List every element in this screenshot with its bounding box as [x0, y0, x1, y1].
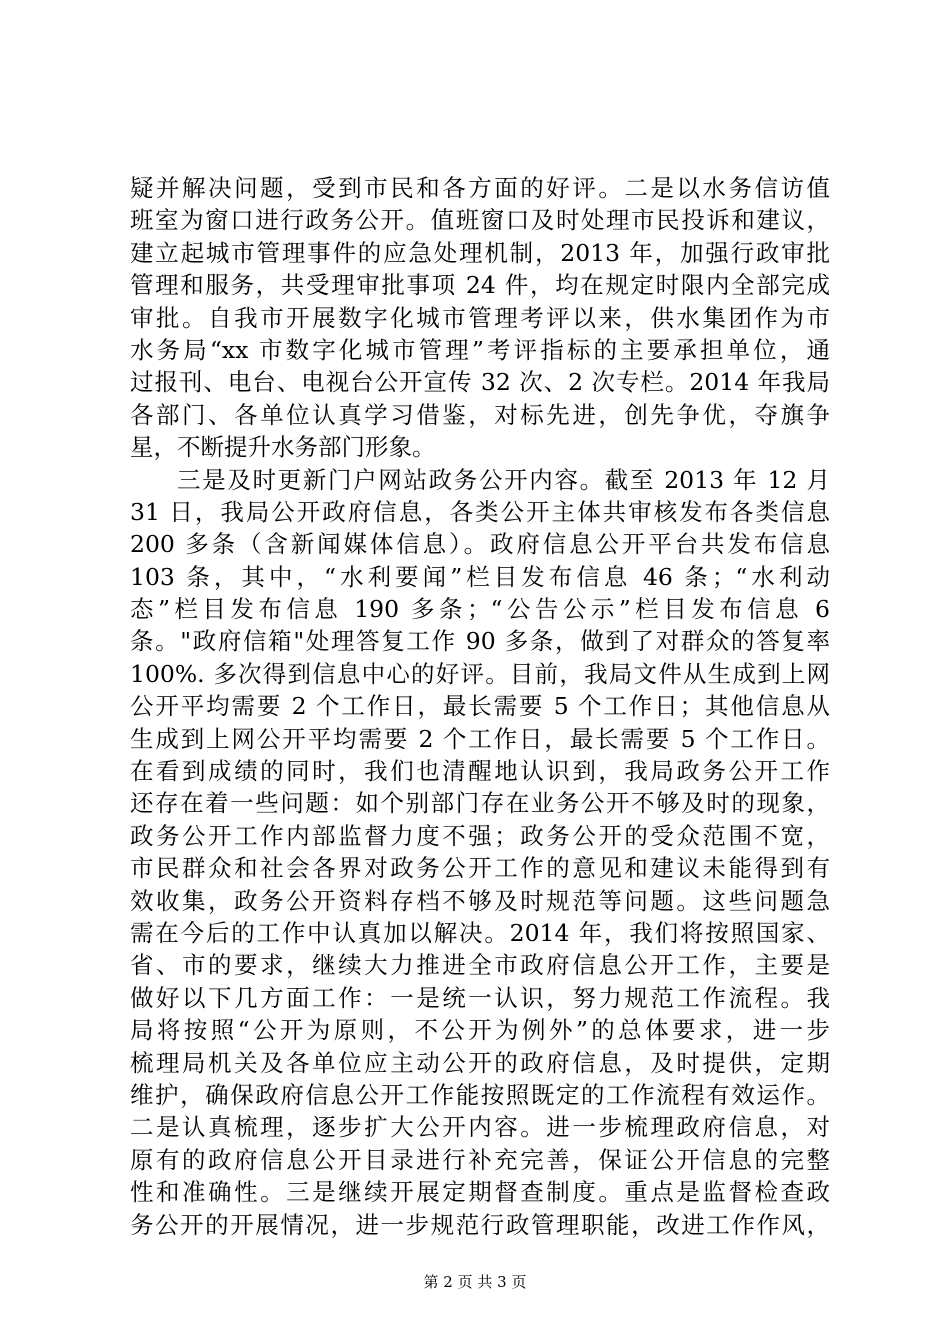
text-line: 需在今后的工作中认真加以解决。2014 年，我们将按照国家、: [130, 918, 830, 947]
text-line: 省、市的要求，继续大力推进全市政府信息公开工作，主要是: [130, 951, 830, 980]
text-line: 三是及时更新门户网站政务公开内容。截至 2013 年 12 月: [177, 465, 830, 494]
text-line: 星，不断提升水务部门形象。: [130, 433, 436, 462]
text-line: 各部门、各单位认真学习借鉴，对标先进，创先争优，夺旗争: [130, 400, 830, 429]
body-text: [130, 172, 830, 1241]
text-line: 梳理局机关及各单位应主动公开的政府信息，及时提供，定期: [130, 1048, 830, 1077]
text-line: 生成到上网公开平均需要 2 个工作日，最长需要 5 个工作日。: [130, 724, 830, 753]
text-line: 过报刊、电台、电视台公开宣传 32 次、2 次专栏。2014 年我局: [130, 368, 830, 397]
text-line: 班室为窗口进行政务公开。值班窗口及时处理市民投诉和建议，: [130, 206, 830, 235]
text-line: 公开平均需要 2 个工作日，最长需要 5 个工作日；其他信息从: [130, 692, 830, 721]
text-line: 疑并解决问题，受到市民和各方面的好评。二是以水务信访值: [130, 174, 830, 202]
text-line: 性和准确性。三是继续开展定期督查制度。重点是监督检查政: [130, 1178, 830, 1207]
text-line: 态”栏目发布信息 190 多条；“公告公示”栏目发布信息 6: [130, 595, 830, 624]
text-line: 局将按照“公开为原则，不公开为例外”的总体要求，进一步: [130, 1016, 830, 1045]
text-line: 维护，确保政府信息公开工作能按照既定的工作流程有效运作。: [130, 1080, 830, 1109]
page-footer: 第 2 页 共 3 页: [423, 1273, 527, 1291]
text-line: 水务局“xx 市数字化城市管理”考评指标的主要承担单位，通: [130, 335, 830, 364]
text-line: 效收集，政务公开资料存档不够及时规范等问题。这些问题急: [130, 886, 830, 915]
text-line: 在看到成绩的同时，我们也清醒地认识到，我局政务公开工作: [130, 757, 830, 786]
text-line: 200 多条（含新闻媒体信息）。政府信息公开平台共发布信息: [130, 530, 830, 559]
text-line: 市民群众和社会各界对政务公开工作的意见和建议未能得到有: [130, 854, 830, 883]
text-line: 审批。自我市开展数字化城市管理考评以来，供水集团作为市: [130, 303, 830, 332]
text-line: 管理和服务，共受理审批事项 24 件，均在规定时限内全部完成: [130, 271, 830, 300]
text-line: 务公开的开展情况，进一步规范行政管理职能，改进工作作风，: [130, 1210, 830, 1239]
text-line: 政务公开工作内部监督力度不强；政务公开的受众范围不宽，: [130, 821, 830, 850]
text-line: 建立起城市管理事件的应急处理机制，2013 年，加强行政审批: [130, 238, 830, 267]
text-line: 条。"政府信箱"处理答复工作 90 多条，做到了对群众的答复率: [130, 627, 830, 656]
text-line: 31 日，我局公开政府信息，各类公开主体共审核发布各类信息: [130, 497, 830, 526]
text-line: 100%. 多次得到信息中心的好评。目前，我局文件从生成到上网: [130, 659, 830, 688]
text-line: 103 条，其中，“水利要闻”栏目发布信息 46 条；“水利动: [130, 562, 830, 591]
text-line: 二是认真梳理，逐步扩大公开内容。进一步梳理政府信息，对: [130, 1113, 830, 1142]
text-line: 做好以下几方面工作：一是统一认识，努力规范工作流程。我: [130, 983, 830, 1012]
text-line: 原有的政府信息公开目录进行补充完善，保证公开信息的完整: [130, 1145, 830, 1174]
text-line: 还存在着一些问题：如个别部门存在业务公开不够及时的现象，: [130, 789, 830, 818]
